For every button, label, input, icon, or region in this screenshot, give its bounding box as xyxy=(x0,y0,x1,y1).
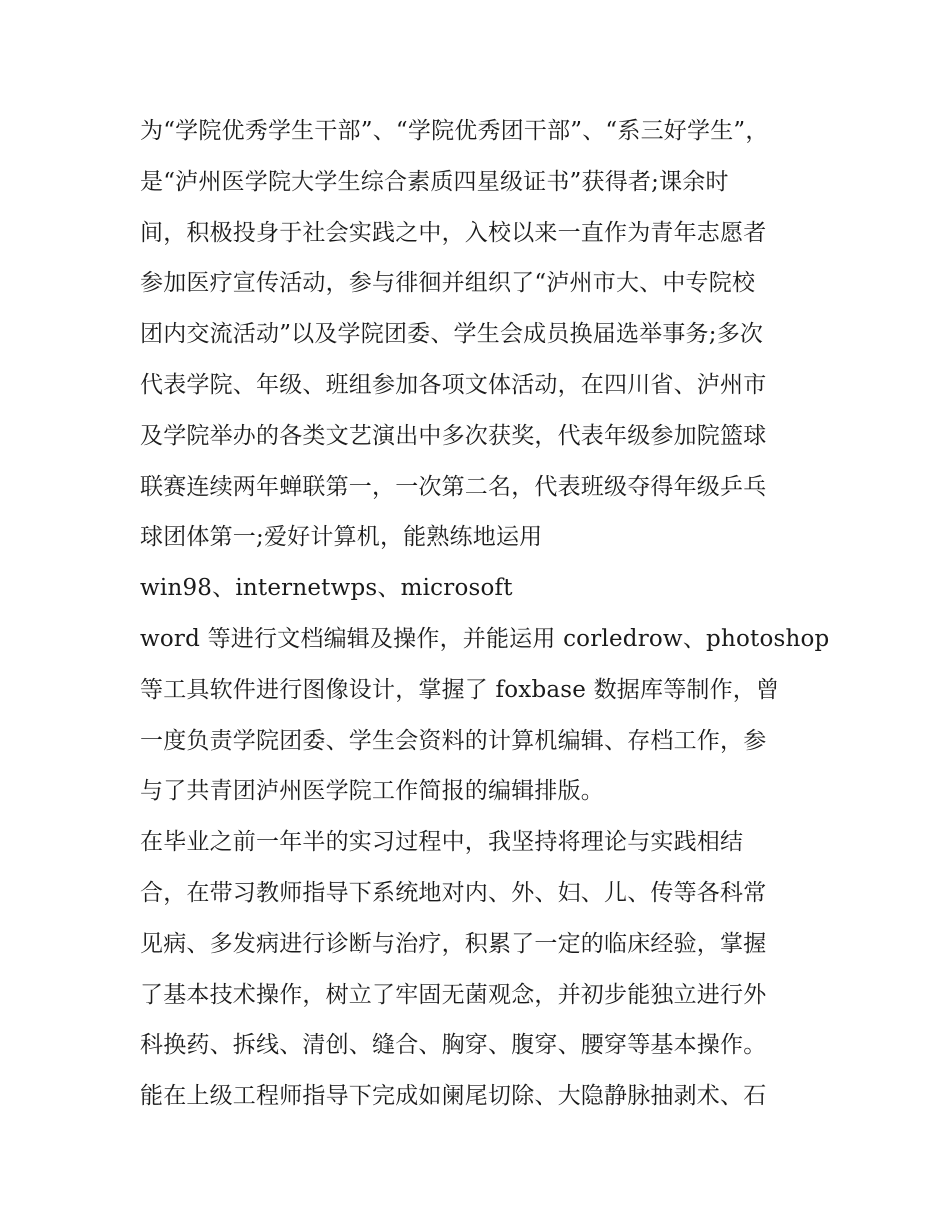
text-line: 团内交流活动”以及学院团委、学生会成员换届选举事务;多次 xyxy=(140,321,764,348)
text-line: 在毕业之前一年半的实习过程中，我坚持将理论与实践相结 xyxy=(140,829,744,856)
text-line: 一度负责学院团委、学生会资料的计算机编辑、存档工作，参 xyxy=(140,727,767,754)
text-line: 等工具软件进行图像设计，掌握了 foxbase 数据库等制作，曾 xyxy=(140,676,780,703)
text-line: 代表学院、年级、班组参加各项文体活动，在四川省、泸州市 xyxy=(140,371,767,398)
text-line: 与了共青团泸州医学院工作简报的编辑排版。 xyxy=(140,778,604,805)
text-line: 及学院举办的各类文艺演出中多次获奖，代表年级参加院篮球 xyxy=(140,422,767,449)
text-line: 是“泸州医学院大学生综合素质四星级证书”获得者;课余时 xyxy=(140,168,729,195)
text-line: 见病、多发病进行诊断与治疗，积累了一定的临床经验，掌握 xyxy=(140,930,767,957)
text-line: 了基本技术操作，树立了牢固无菌观念，并初步能独立进行外 xyxy=(140,981,767,1008)
text-line: 联赛连续两年蝉联第一，一次第二名，代表班级夺得年级乒乓 xyxy=(140,473,767,500)
text-line: 能在上级工程师指导下完成如阑尾切除、大隐静脉抽剥术、石 xyxy=(140,1083,767,1110)
text-line: 间，积极投身于社会实践之中，入校以来一直作为青年志愿者 xyxy=(140,219,767,246)
text-line: win98、internetwps、microsoft xyxy=(140,575,513,602)
text-line: word 等进行文档编辑及操作，并能运用 corledrow、photoshop xyxy=(140,625,830,652)
text-line: 科换药、拆线、清创、缝合、胸穿、腹穿、腰穿等基本操作。 xyxy=(140,1032,767,1059)
text-line: 参加医疗宣传活动，参与徘徊并组织了“泸州市大、中专院校 xyxy=(140,270,756,297)
text-line: 球团体第一;爱好计算机，能熟练地运用 xyxy=(140,524,543,551)
text-line: 合，在带习教师指导下系统地对内、外、妇、儿、传等各科常 xyxy=(140,879,767,906)
body-text xyxy=(140,106,830,1122)
text-line: 为“学院优秀学生干部”、“学院优秀团干部”、“系三好学生”， xyxy=(140,118,769,144)
